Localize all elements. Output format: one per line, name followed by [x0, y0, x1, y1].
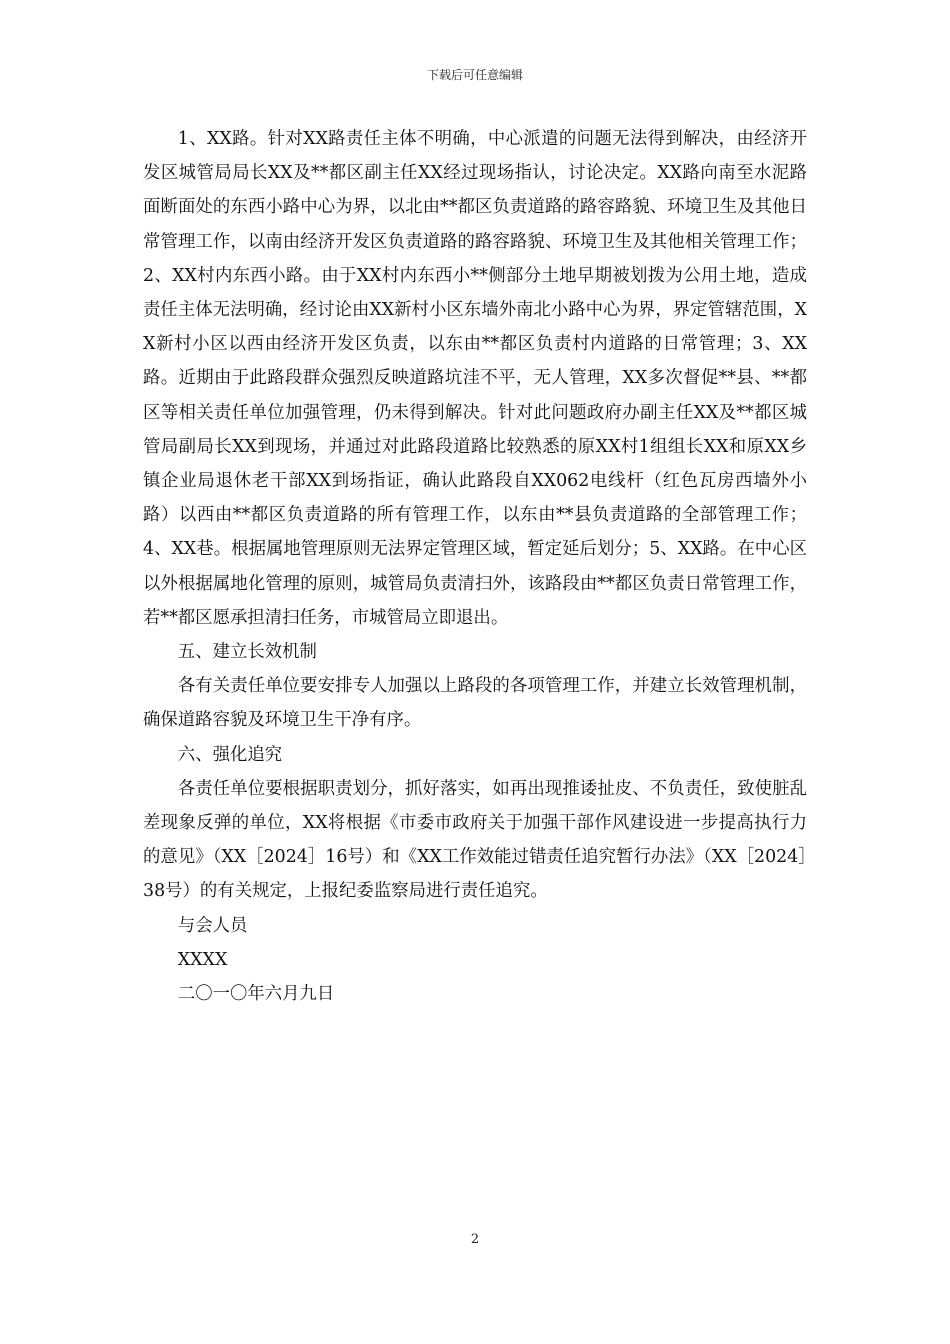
paragraph-road-assignments: 1、XX路。针对XX路责任主体不明确，中心派遣的问题无法得到解决，由经济开发区城管局局长XX及**都区副主任XX经过现场指认，讨论决定。XX路向南至水泥路面断面处的东西小路中心为界，以北由**都区负责道路的路容路貌、环境卫生及其他日常管理工作，以南由经济开发区负责道路的路容路貌、环境卫生及其他相关管理工作；2、XX村内东西小路。由于XX村内东西小**侧部分土地早期被划拨为公用土地，造成责任主体无法明确，经讨论由XX新村小区东墙外南北小路中心为界，界定管辖范围，XX新村小区以西由经济开发区负责，以东由**都区负责村内道路的日常管理；3、XX路。近期由于此路段群众强烈反映道路坑洼不平，无人管理，XX多次督促**县、**都区等相关责任单位加强管理，仍未得到解决。针对此问题政府办副主任XX及**都区城管局副局长XX到现场，并通过对此路段道路比较熟悉的原XX村1组组长XX和原XX乡镇企业局退休老干部XX到场指证，确认此路段自XX062电线杆（红色瓦房西墙外小路）以西由**都区负责道路的所有管理工作，以东由**县负责道路的全部管理工作；4、XX巷。根据属地管理原则无法界定管理区域，暂定延后划分；5、XX路。在中心区以外根据属地化管理的原则，城管局负责清扫外，该路段由**都区负责日常管理工作，若**都区愿承担清扫任务，市城管局立即退出。: [143, 129, 807, 628]
document-body: [143, 122, 807, 1011]
document-date: 二〇一〇年六月九日: [177, 984, 335, 1005]
page-header: 下载后可任意编辑: [426, 68, 523, 82]
paragraph-long-term-mechanism: 各有关责任单位要安排专人加强以上路段的各项管理工作，并建立长效管理机制，确保道路容貌及环境卫生干净有序。: [143, 676, 807, 731]
attendees-name: XXXX: [177, 949, 228, 970]
page-number: 2: [470, 1232, 480, 1247]
paragraph-accountability: 各责任单位要根据职责划分，抓好落实，如再出现推诿扯皮、不负责任，致使脏乱差现象反弹的单位，XX将根据《市委市政府关于加强干部作风建设进一步提高执行力的意见》（XX［2024］16号）和《XX工作效能过错责任追究暂行办法》（XX［2024］38号）的有关规定，上报纪委监察局进行责任追究。: [143, 778, 807, 902]
section-heading-long-term-mechanism: 五、建立长效机制: [177, 642, 317, 663]
section-heading-accountability: 六、强化追究: [177, 744, 283, 765]
attendees-label: 与会人员: [177, 915, 248, 936]
